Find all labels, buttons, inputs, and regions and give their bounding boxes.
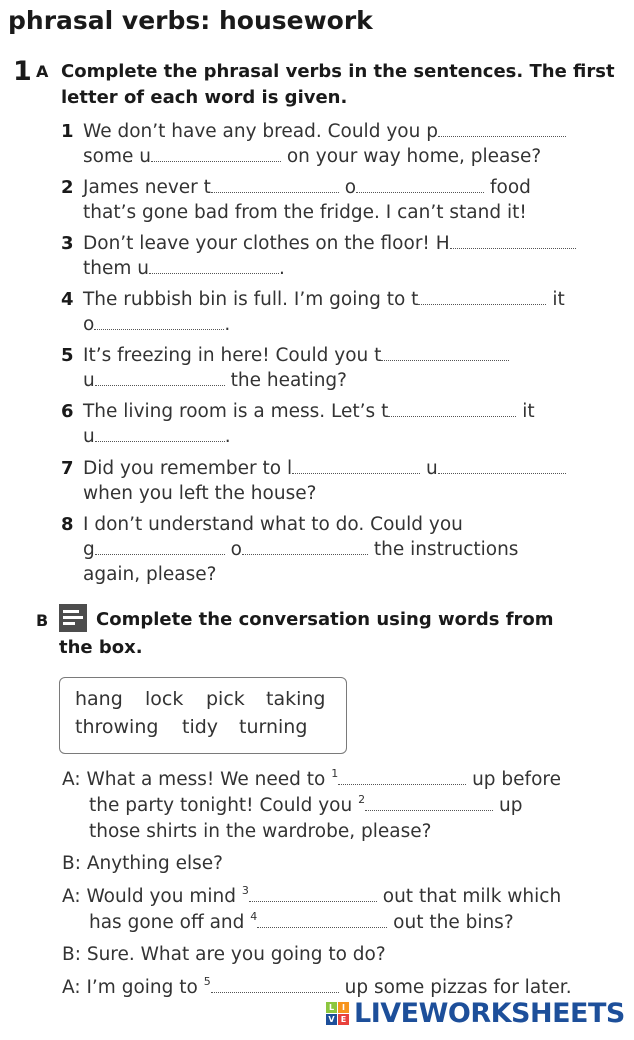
item-8-line2 xyxy=(83,539,518,560)
answer-blank[interactable] xyxy=(365,796,493,811)
answer-blank[interactable] xyxy=(151,147,281,162)
item-2-line2: that’s gone bad from the fridge. I can’t stand it! xyxy=(83,202,527,223)
item-number: 8 xyxy=(61,514,74,535)
section-a-instruction-line2: letter of each word is given. xyxy=(61,87,348,108)
logo-cell: E xyxy=(338,1014,349,1025)
item-text: them u xyxy=(83,258,149,279)
word-box-item: pick xyxy=(206,688,245,710)
logo-cell: I xyxy=(338,1002,349,1013)
item-text: u xyxy=(83,370,95,391)
item-number: 4 xyxy=(61,289,74,310)
item-text: u xyxy=(83,426,95,447)
item-text: o xyxy=(344,177,357,198)
conversation-text: out the bins? xyxy=(393,912,514,933)
speaker-label: B: xyxy=(62,853,81,874)
conversation-text: What a mess! We need to xyxy=(86,769,332,790)
item-4-line1 xyxy=(83,289,565,310)
section-a-instruction-line1: Complete the phrasal verbs in the sentences. The first xyxy=(61,61,615,82)
answer-blank[interactable] xyxy=(95,427,225,442)
logo-cell: L xyxy=(326,1002,337,1013)
item-6-line1 xyxy=(83,401,535,422)
liveworksheets-logo[interactable] xyxy=(326,997,626,1033)
answer-blank[interactable] xyxy=(356,178,484,193)
item-5-line2 xyxy=(83,370,347,391)
answer-blank[interactable] xyxy=(338,770,466,785)
speaker-label: B: xyxy=(62,944,81,965)
speaker-label: A: xyxy=(62,769,81,790)
item-text: u xyxy=(425,458,438,479)
conversation-line-2 xyxy=(62,853,223,874)
item-5-line1 xyxy=(83,345,509,366)
gap-number: 3 xyxy=(241,884,249,897)
answer-blank[interactable] xyxy=(95,371,225,386)
answer-blank[interactable] xyxy=(381,346,509,361)
item-text: on your way home, please? xyxy=(286,146,542,167)
gap-number: 1 xyxy=(331,767,339,780)
gap-number: 2 xyxy=(358,793,366,806)
section-b-instruction-line2: the box. xyxy=(59,637,143,658)
item-text: Don’t leave your clothes on the floor! H xyxy=(83,233,450,254)
item-text: The rubbish bin is full. I’m going to t xyxy=(83,289,419,310)
item-8-line3: again, please? xyxy=(83,564,217,585)
answer-blank[interactable] xyxy=(438,122,566,137)
answer-blank[interactable] xyxy=(450,234,576,249)
conversation-text: Anything else? xyxy=(86,853,223,874)
item-3-line2 xyxy=(83,258,285,279)
answer-blank[interactable] xyxy=(211,178,339,193)
item-6-line2 xyxy=(83,426,231,447)
exercise-number: 1 xyxy=(13,56,32,87)
word-box-item: taking xyxy=(266,688,326,710)
item-1-line1 xyxy=(83,121,566,142)
answer-blank[interactable] xyxy=(249,887,377,902)
item-text: food xyxy=(490,177,531,198)
conversation-text: out that milk which xyxy=(382,886,562,907)
speaker-label: A: xyxy=(62,977,81,998)
answer-blank[interactable] xyxy=(95,540,225,555)
item-7-line1 xyxy=(83,458,566,479)
item-number: 5 xyxy=(61,345,74,366)
word-box-item: hang xyxy=(75,688,123,710)
answer-blank[interactable] xyxy=(149,259,279,274)
reading-text-icon xyxy=(59,604,87,632)
conversation-line-4 xyxy=(62,944,386,965)
conversation-text: has gone off and xyxy=(89,912,251,933)
section-b-letter: B xyxy=(36,611,49,630)
word-box-item: throwing xyxy=(75,716,159,738)
item-text: it xyxy=(522,401,535,422)
item-number: 6 xyxy=(61,401,74,422)
conversation-line-1b xyxy=(89,795,522,816)
item-7-line2: when you left the house? xyxy=(83,483,317,504)
word-box xyxy=(59,677,347,754)
item-text: o xyxy=(230,539,242,560)
item-1-line2 xyxy=(83,146,541,167)
conversation-text: Sure. What are you going to do? xyxy=(86,944,386,965)
conversation-line-1c: those shirts in the wardrobe, please? xyxy=(89,821,432,842)
speaker-label: A: xyxy=(62,886,81,907)
item-number: 7 xyxy=(61,458,74,479)
item-text: Did you remember to l xyxy=(83,458,293,479)
conversation-line-3a xyxy=(62,886,561,907)
conversation-line-3b xyxy=(89,912,514,933)
item-text: g xyxy=(83,539,95,560)
conversation-text: the party tonight! Could you xyxy=(89,795,359,816)
item-text: some u xyxy=(83,146,151,167)
item-text: . xyxy=(224,426,231,447)
item-8-line1: I don’t understand what to do. Could you xyxy=(83,514,463,535)
section-a-letter: A xyxy=(36,62,49,81)
answer-blank[interactable] xyxy=(388,402,516,417)
conversation-text: I’m going to xyxy=(86,977,204,998)
word-box-item: lock xyxy=(145,688,184,710)
page-title: phrasal verbs: housework xyxy=(8,6,373,35)
gap-number: 5 xyxy=(203,975,211,988)
item-number: 2 xyxy=(61,177,74,198)
word-box-item: turning xyxy=(239,716,308,738)
conversation-text: Would you mind xyxy=(86,886,242,907)
logo-cell: V xyxy=(326,1014,337,1025)
item-text: the instructions xyxy=(373,539,519,560)
item-2-line1 xyxy=(83,177,531,198)
answer-blank[interactable] xyxy=(438,459,566,474)
item-text: it xyxy=(552,289,565,310)
item-text: . xyxy=(224,314,231,335)
conversation-line-5 xyxy=(62,977,572,998)
answer-blank[interactable] xyxy=(242,540,368,555)
item-number: 3 xyxy=(61,233,74,254)
answer-blank[interactable] xyxy=(418,290,546,305)
logo-text: LIVEWORKSHEETS xyxy=(354,998,625,1029)
item-text: o xyxy=(83,314,95,335)
logo-grid-icon xyxy=(326,1002,350,1026)
answer-blank[interactable] xyxy=(211,978,339,993)
gap-number: 4 xyxy=(250,910,258,923)
conversation-line-1a xyxy=(62,769,561,790)
answer-blank[interactable] xyxy=(292,459,420,474)
item-text: . xyxy=(279,258,285,279)
section-b-instruction-line1: Complete the conversation using words from xyxy=(96,609,554,630)
conversation-text: up xyxy=(498,795,523,816)
word-box-item: tidy xyxy=(182,716,219,738)
item-text: It’s freezing in here! Could you t xyxy=(83,345,382,366)
item-number: 1 xyxy=(61,121,74,142)
item-3-line1 xyxy=(83,233,576,254)
item-text: James never t xyxy=(83,177,211,198)
answer-blank[interactable] xyxy=(94,315,224,330)
item-text: the heating? xyxy=(230,370,347,391)
item-text: The living room is a mess. Let’s t xyxy=(83,401,389,422)
answer-blank[interactable] xyxy=(257,913,387,928)
conversation-text: up some pizzas for later. xyxy=(344,977,572,998)
conversation-text: up before xyxy=(472,769,561,790)
item-text: We don’t have any bread. Could you p xyxy=(83,121,438,142)
item-4-line2 xyxy=(83,314,230,335)
